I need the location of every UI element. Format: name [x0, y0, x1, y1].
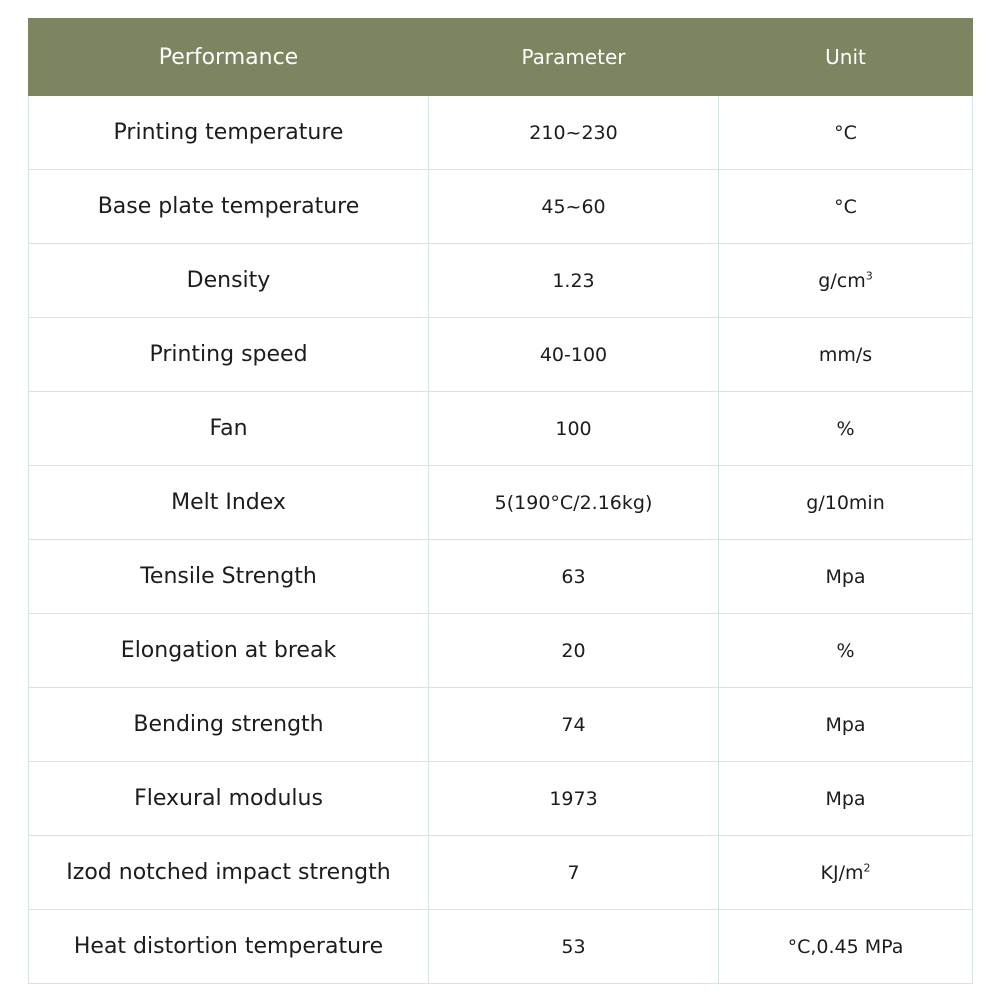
unit-cell	[719, 836, 973, 910]
performance-cell: Flexural modulus	[29, 762, 429, 836]
spec-sheet	[28, 18, 972, 984]
unit-cell: °C	[719, 170, 973, 244]
table-row	[29, 170, 973, 244]
performance-cell: Bending strength	[29, 688, 429, 762]
parameter-cell: 5(190°C/2.16kg)	[429, 466, 719, 540]
performance-cell: Density	[29, 244, 429, 318]
header-row	[29, 19, 973, 96]
unit-cell: Mpa	[719, 762, 973, 836]
table-row	[29, 244, 973, 318]
parameter-cell: 45~60	[429, 170, 719, 244]
unit-text: g/cm	[818, 269, 866, 292]
table-row	[29, 614, 973, 688]
parameter-cell: 100	[429, 392, 719, 466]
unit-cell: %	[719, 392, 973, 466]
unit-superscript: 3	[865, 269, 873, 283]
table-row	[29, 466, 973, 540]
table-row	[29, 392, 973, 466]
unit-cell	[719, 244, 973, 318]
parameter-cell: 20	[429, 614, 719, 688]
table-row	[29, 96, 973, 170]
performance-cell: Izod notched impact strength	[29, 836, 429, 910]
unit-text: KJ/m	[820, 861, 864, 884]
table-row	[29, 910, 973, 984]
table-row	[29, 762, 973, 836]
header-unit: Unit	[719, 19, 973, 96]
parameter-cell: 74	[429, 688, 719, 762]
table-row	[29, 540, 973, 614]
unit-superscript: 2	[863, 861, 871, 875]
unit-cell: °C,0.45 MPa	[719, 910, 973, 984]
performance-cell: Fan	[29, 392, 429, 466]
performance-cell: Printing temperature	[29, 96, 429, 170]
table-row	[29, 318, 973, 392]
unit-cell: mm/s	[719, 318, 973, 392]
header-performance: Performance	[29, 19, 429, 96]
unit-cell: Mpa	[719, 540, 973, 614]
table-row	[29, 688, 973, 762]
parameter-cell: 7	[429, 836, 719, 910]
table-header	[29, 19, 973, 96]
parameter-cell: 40-100	[429, 318, 719, 392]
unit-cell: %	[719, 614, 973, 688]
unit-cell: Mpa	[719, 688, 973, 762]
performance-cell: Base plate temperature	[29, 170, 429, 244]
parameter-cell: 1973	[429, 762, 719, 836]
performance-cell: Melt Index	[29, 466, 429, 540]
parameter-cell: 53	[429, 910, 719, 984]
spec-table	[28, 18, 973, 984]
parameter-cell: 210~230	[429, 96, 719, 170]
performance-cell: Tensile Strength	[29, 540, 429, 614]
parameter-cell: 63	[429, 540, 719, 614]
header-parameter: Parameter	[429, 19, 719, 96]
performance-cell: Elongation at break	[29, 614, 429, 688]
performance-cell: Heat distortion temperature	[29, 910, 429, 984]
performance-cell: Printing speed	[29, 318, 429, 392]
unit-cell: °C	[719, 96, 973, 170]
table-row	[29, 836, 973, 910]
unit-cell: g/10min	[719, 466, 973, 540]
parameter-cell: 1.23	[429, 244, 719, 318]
table-body	[29, 96, 973, 984]
